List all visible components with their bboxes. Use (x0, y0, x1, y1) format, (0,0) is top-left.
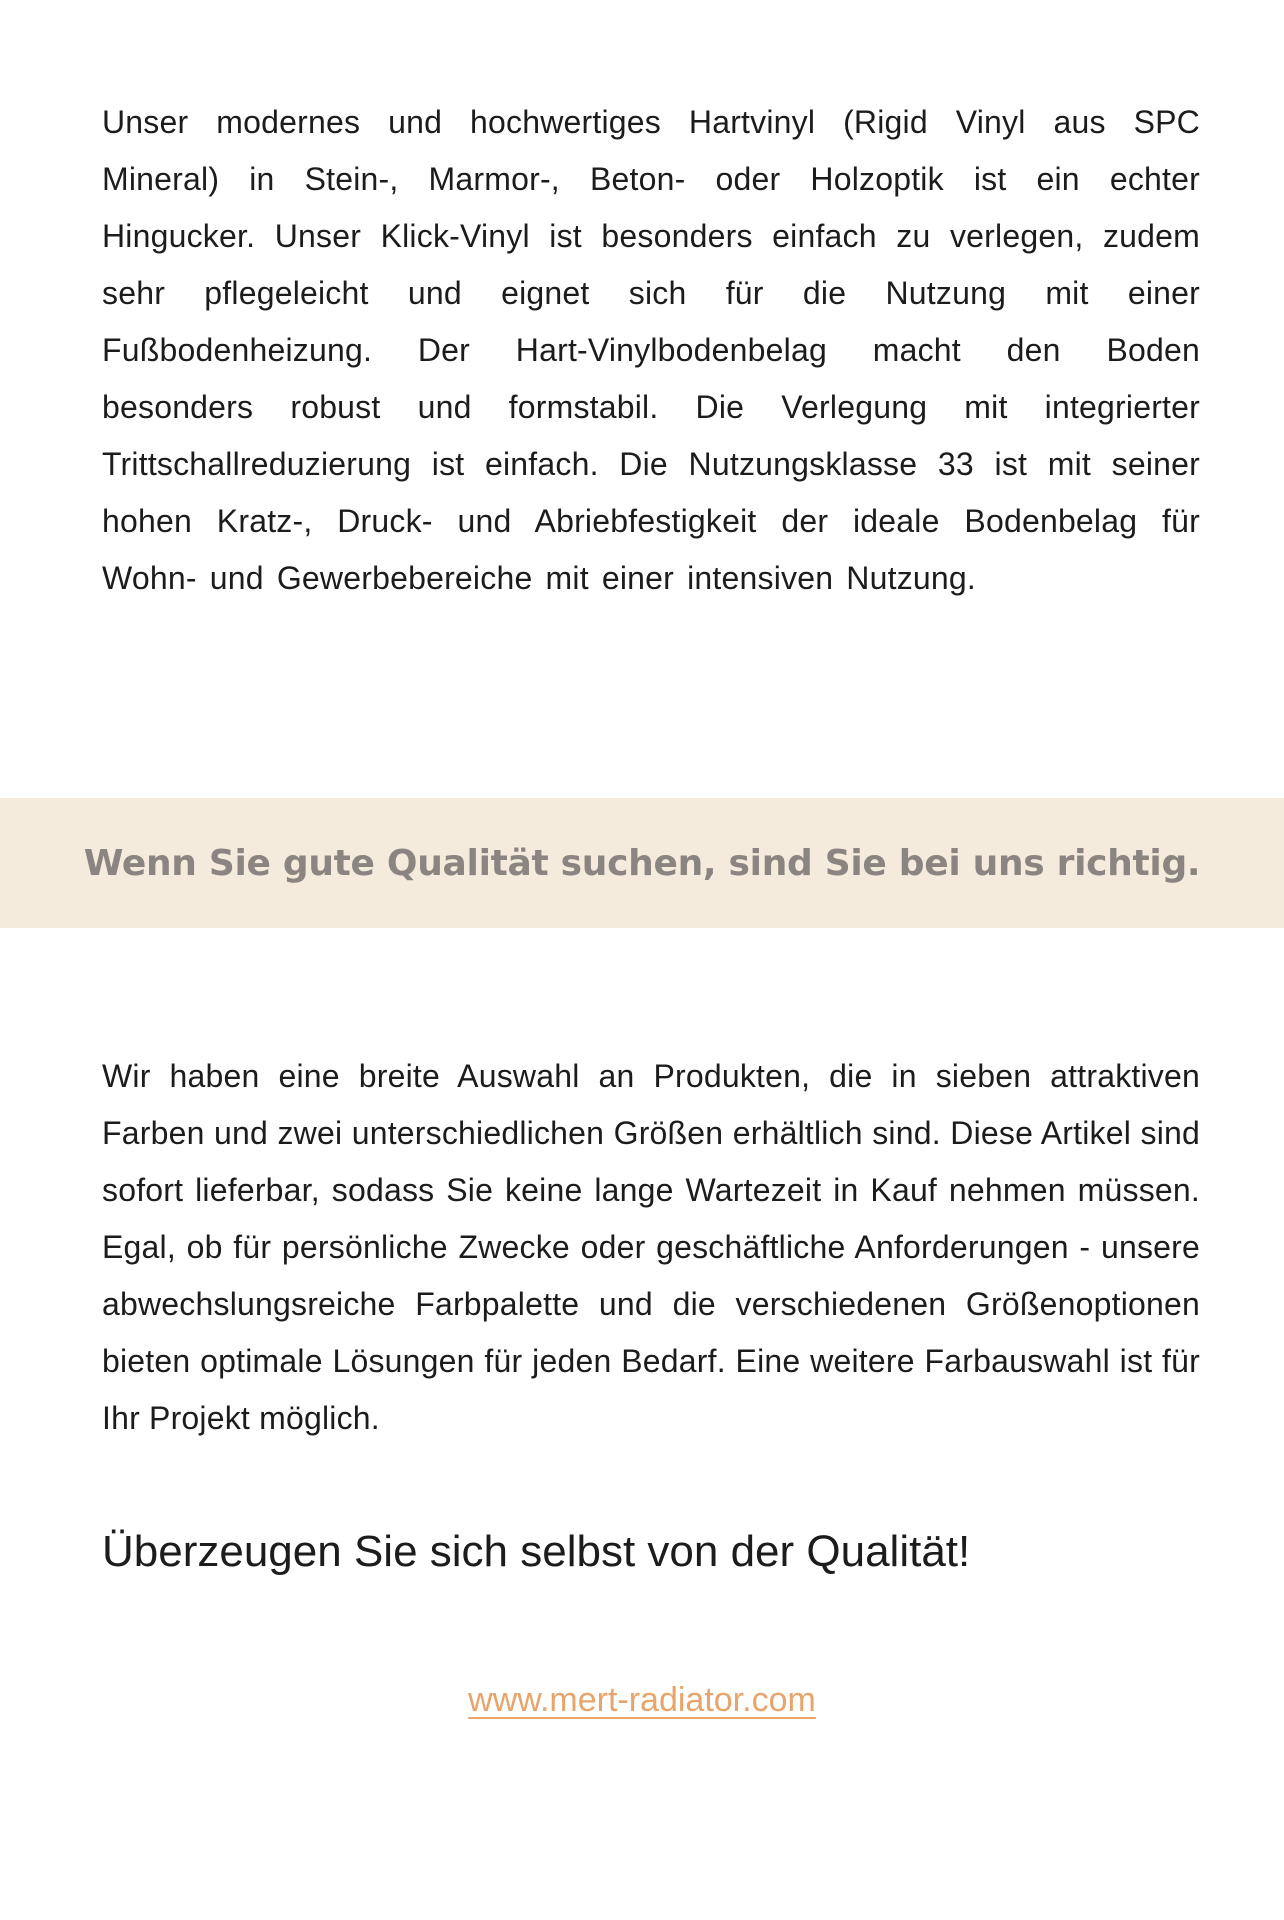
selection-paragraph: Wir haben eine breite Auswahl an Produkten, die in sieben attraktiven Farben und zwei unterschiedlichen Größen erhältlich sind. Diese Artikel sind sofort lieferbar, sodass Sie keine lange Wartezeit in Kauf nehmen müssen. Egal, ob für persönliche Zwecke oder geschäftliche Anforderungen - unsere abwechslungsreiche Farbpalette und die verschiedenen Größenoptionen bieten optimale Lösungen für jeden Bedarf. Eine weitere Farbauswahl ist für Ihr Projekt möglich. (102, 1058, 1200, 1436)
banner-text: Wenn Sie gute Qualität suchen, sind Sie bei uns richtig. (83, 842, 1201, 884)
cta-heading: Überzeugen Sie sich selbst von der Qualität! (102, 1527, 971, 1576)
website-link[interactable]: www.mert-radiator.com (468, 1681, 816, 1719)
quality-banner (0, 798, 1284, 928)
intro-paragraph: Unser modernes und hochwertiges Hartvinyl (Rigid Vinyl aus SPC Mineral) in Stein-, Marmor-, Beton- oder Holzoptik ist ein echter Hingucker. Unser Klick-Vinyl ist besonders einfach zu verlegen, zudem sehr pflegeleicht und eignet sich für die Nutzung mit einer Fußbodenheizung. Der Hart-Vinylbodenbelag macht den Boden besonders robust und formstabil. Die Verlegung mit integrierter Trittschallreduzierung ist einfach. Die Nutzungsklasse 33 ist mit seiner hohen Kratz-, Druck- und Abriebfestigkeit der ideale Bodenbelag für Wohn- und Gewerbebereiche mit einer intensiven Nutzung. (102, 104, 1200, 596)
website-link-container (0, 1676, 1284, 1724)
